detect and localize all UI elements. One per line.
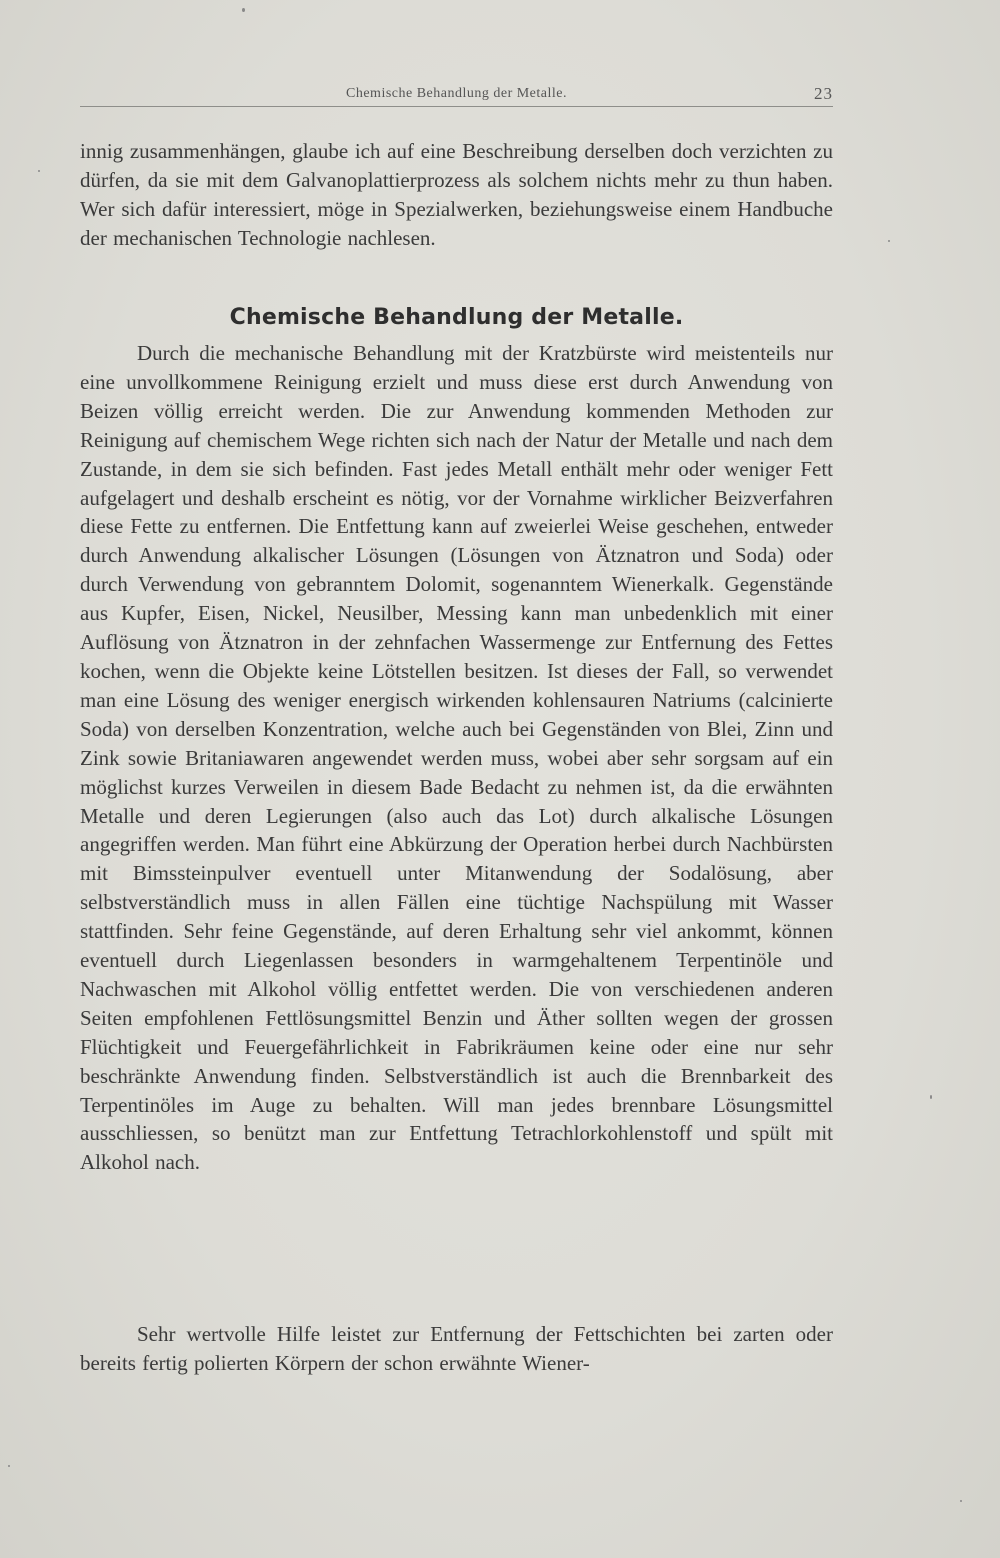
paper-speck — [8, 1465, 10, 1467]
paragraph-text: Durch die mechanische Behandlung mit der Kratzbürste wird meistenteils nur eine unvollkommene Reinigung erzielt und muss diese erst durch Anwendung von Beizen völlig erreicht werden. Die zur Anwendung kommenden Methoden zur Reinigung auf chemischem Wege richten sich nach der Natur der Metalle und nach dem Zustande, in dem sie sich befinden. Fast jedes Metall enthält mehr oder weniger Fett aufgelagert und deshalb erscheint es nötig, vor der Vornahme wirklicher Beizverfahren diese Fette zu entfernen. Die Entfettung kann auf zweierlei Weise geschehen, entweder durch Anwendung alkalischer Lösungen (Lösungen von Ätznatron und Soda) oder durch Verwendung von gebranntem Dolomit, sogenanntem Wienerkalk. Gegenstände aus Kupfer, Eisen, Nickel, Neusilber, Messing kann man unbedenklich mit einer Auflösung von Ätznatron in der zehnfachen Wassermenge zur Entfernung des Fettes kochen, wenn die Objekte keine Lötstellen besitzen. Ist dieses der Fall, so verwendet man eine Lösung des weniger energisch wirkenden kohlensauren Natriums (calcinierte Soda) von derselben Konzentration, welche auch bei Gegenständen von Blei, Zinn und Zink sowie Britaniawaren angewendet werden muss, wobei aber sehr sorgsam auf ein möglichst kurzes Verweilen in diesem Bade Bedacht zu nehmen ist, da die erwähnten Metalle und deren Legierungen (also auch das Lot) durch alkalische Lösungen angegriffen werden. Man führt eine Abkürzung der Operation herbei durch Nachbürsten mit Bimssteinpulver eventuell unter Mitanwendung der Sodalösung, aber selbstverständlich muss in allen Fällen eine tüchtige Nachspülung mit Wasser stattfinden. Sehr feine Gegenstände, auf deren Erhaltung sehr viel ankommt, können eventuell durch Liegenlassen besonders in warmgehaltenem Terpentinöle und Nachwaschen mit Alkohol völlig entfettet werden. Die von verschiedenen anderen Seiten empfohlenen Fettlösungsmittel Benzin und Äther sollten wegen der grossen Flüchtigkeit und Feuergefährlichkeit in Fabrikräumen keine oder eine nur sehr beschränkte Anwendung finden. Selbstverständlich ist auch die Brennbarkeit des Terpentinöles im Auge zu behalten. Will man jedes brennbare Lösungsmittel ausschliessen, so benützt man zur Entfettung Tetrachlorkohlenstoff und spült mit Alkohol nach. — [80, 341, 833, 1175]
paragraph-wienerkalk — [80, 1320, 833, 1378]
paper-speck — [38, 170, 40, 172]
paragraph-degreasing — [80, 339, 833, 1177]
paragraph-continuation — [80, 137, 833, 253]
running-head — [80, 86, 833, 107]
paragraph-text: innig zusammenhängen, glaube ich auf eine Beschreibung derselben doch verzichten zu dürfen, da sie mit dem Galvanoplattierprozess als solchem nichts mehr zu thun haben. Wer sich dafür interessiert, möge in Spezialwerken, beziehungsweise einem Handbuche der mechanischen Technologie nachlesen. — [80, 139, 833, 250]
page-number: 23 — [814, 84, 833, 103]
section-heading: Chemische Behandlung der Metalle. — [229, 305, 684, 330]
paper-speck — [960, 1500, 962, 1502]
paper-speck — [930, 1095, 932, 1099]
paper-speck — [242, 8, 245, 12]
running-title: Chemische Behandlung der Metalle. — [346, 86, 567, 101]
paragraph-text: Sehr wertvolle Hilfe leistet zur Entfernung der Fettschichten bei zarten oder bereits fertig polierten Körpern der schon erwähnte Wiener- — [80, 1322, 833, 1375]
paper-speck — [888, 240, 890, 242]
